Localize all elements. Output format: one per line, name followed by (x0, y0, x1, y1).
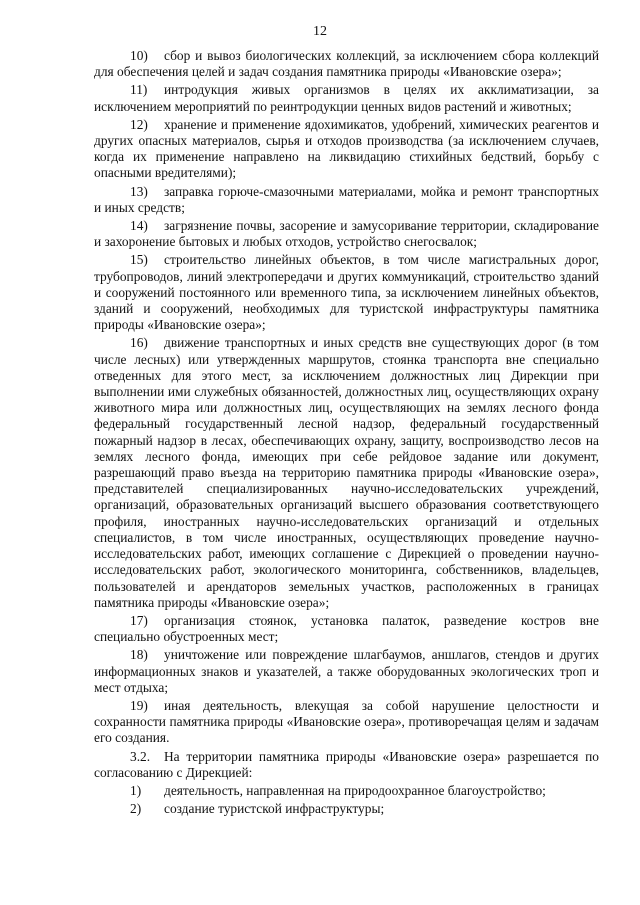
item-number: 19) (130, 697, 148, 713)
item-number: 16) (130, 335, 148, 351)
list-item (94, 613, 599, 645)
item-text: деятельность, направленная на природоохранное благоустройство; (164, 782, 546, 798)
item-text: движение транспортных и иных средств вне существующих дорог (в том числе лесных) или утвержденных маршрутов, стоянка транспорта вне специально отведенных для этого мест, за исключением должностных лиц Дирекции при выполнении ими служебных обязанностей, должностных лиц, осуществляющих охрану животного мира или должностных лиц, осуществляющих на землях лесного фонда федеральный государственный лесной надзор, федеральный государственный пожарный надзор в лесах, обеспечивающих охрану, защиту, воспроизводство лесов на землях лесного фонда, имеющих при себе рейдовое задание или документ, разрешающий право въезда на территорию памятника природы «Ивановские озера», представителей специализированных научно-исследовательских учреждений, организаций, образовательных организаций высшего образования соответствующего профиля, иностранных научно-исследовательских организаций и отдельных специалистов, в том числе иностранных, осуществляющих проведение научно-исследовательских работ, имеющих соглашение с Дирекцией о проведении научно-исследовательских работ, экологического мониторинга, собственников, владельцев, пользователей и арендаторов земельных участков, расположенных в границах памятника природы «Ивановские озера»; (94, 335, 599, 610)
item-text: хранение и применение ядохимикатов, удобрений, химических реагентов и других опасных материалов, сырья и отходов производства (за исключением случаев, когда их применение направлено на ликвидацию стихийных бедствий, борьбу с опасными вредителями); (94, 116, 599, 181)
list-item (94, 698, 599, 747)
item-text: интродукция живых организмов в целях их акклиматизации, за исключением мероприятий по реинтродукции ценных видов растений и животных; (94, 82, 599, 114)
item-number: 11) (130, 82, 148, 98)
item-text: создание туристской инфраструктуры; (164, 801, 385, 817)
list-item (94, 783, 599, 799)
list-item (94, 184, 599, 216)
item-number: 10) (130, 48, 148, 63)
list-item (94, 335, 599, 610)
page-number: 12 (313, 24, 327, 39)
item-number: 13) (130, 183, 148, 199)
item-number: 17) (130, 612, 148, 628)
item-number: 14) (130, 218, 148, 234)
item-number: 15) (130, 252, 148, 268)
list-item (94, 218, 599, 250)
item-number: 18) (130, 647, 148, 663)
item-text: иная деятельность, влекущая за собой нарушение целостности и сохранности памятника природы «Ивановские озера», противоречащая целям и задачам его создания. (94, 697, 599, 746)
item-text: загрязнение почвы, засорение и замусоривание территории, складирование и захоронение бытовых и любых отходов, устройство снегосвалок; (94, 218, 599, 250)
item-number: 2) (130, 801, 142, 817)
list-item (94, 82, 599, 114)
list-item (94, 48, 599, 80)
item-number: 12) (130, 116, 148, 132)
section-number: 3.2. (130, 748, 151, 764)
item-text: организация стоянок, установка палаток, разведение костров вне специально обустроенных мест; (94, 612, 599, 645)
item-text: заправка горюче-смазочными материалами, мойка и ремонт транспортных и иных средств; (94, 183, 599, 215)
item-number: 1) (130, 782, 142, 798)
list-item (94, 801, 599, 817)
list-item (94, 117, 599, 182)
list-item (94, 647, 599, 696)
item-text: сбор и вывоз биологических коллекций, за исключением сбора коллекций для обеспечения целей и задач создания памятника природы «Ивановские озера»; (94, 48, 599, 80)
document-body (94, 48, 599, 819)
item-text: строительство линейных объектов, в том числе магистральных дорог, трубопроводов, линий электропередачи и других коммуникаций, строительство зданий и сооружений постоянного или временного типа, за исключением линейных объектов, зданий и сооружений, необходимых для туристской инфраструктуры памятника природы «Ивановские озера»; (94, 252, 599, 333)
section-text: На территории памятника природы «Ивановские озера» разрешается по согласованию с Дирекцией: (94, 748, 599, 780)
item-text: уничтожение или повреждение шлагбаумов, аншлагов, стендов и других информационных знаков и указателей, а также оборудованных экологических троп и мест отдыха; (94, 647, 599, 695)
section-paragraph (94, 749, 599, 781)
list-item (94, 252, 599, 333)
